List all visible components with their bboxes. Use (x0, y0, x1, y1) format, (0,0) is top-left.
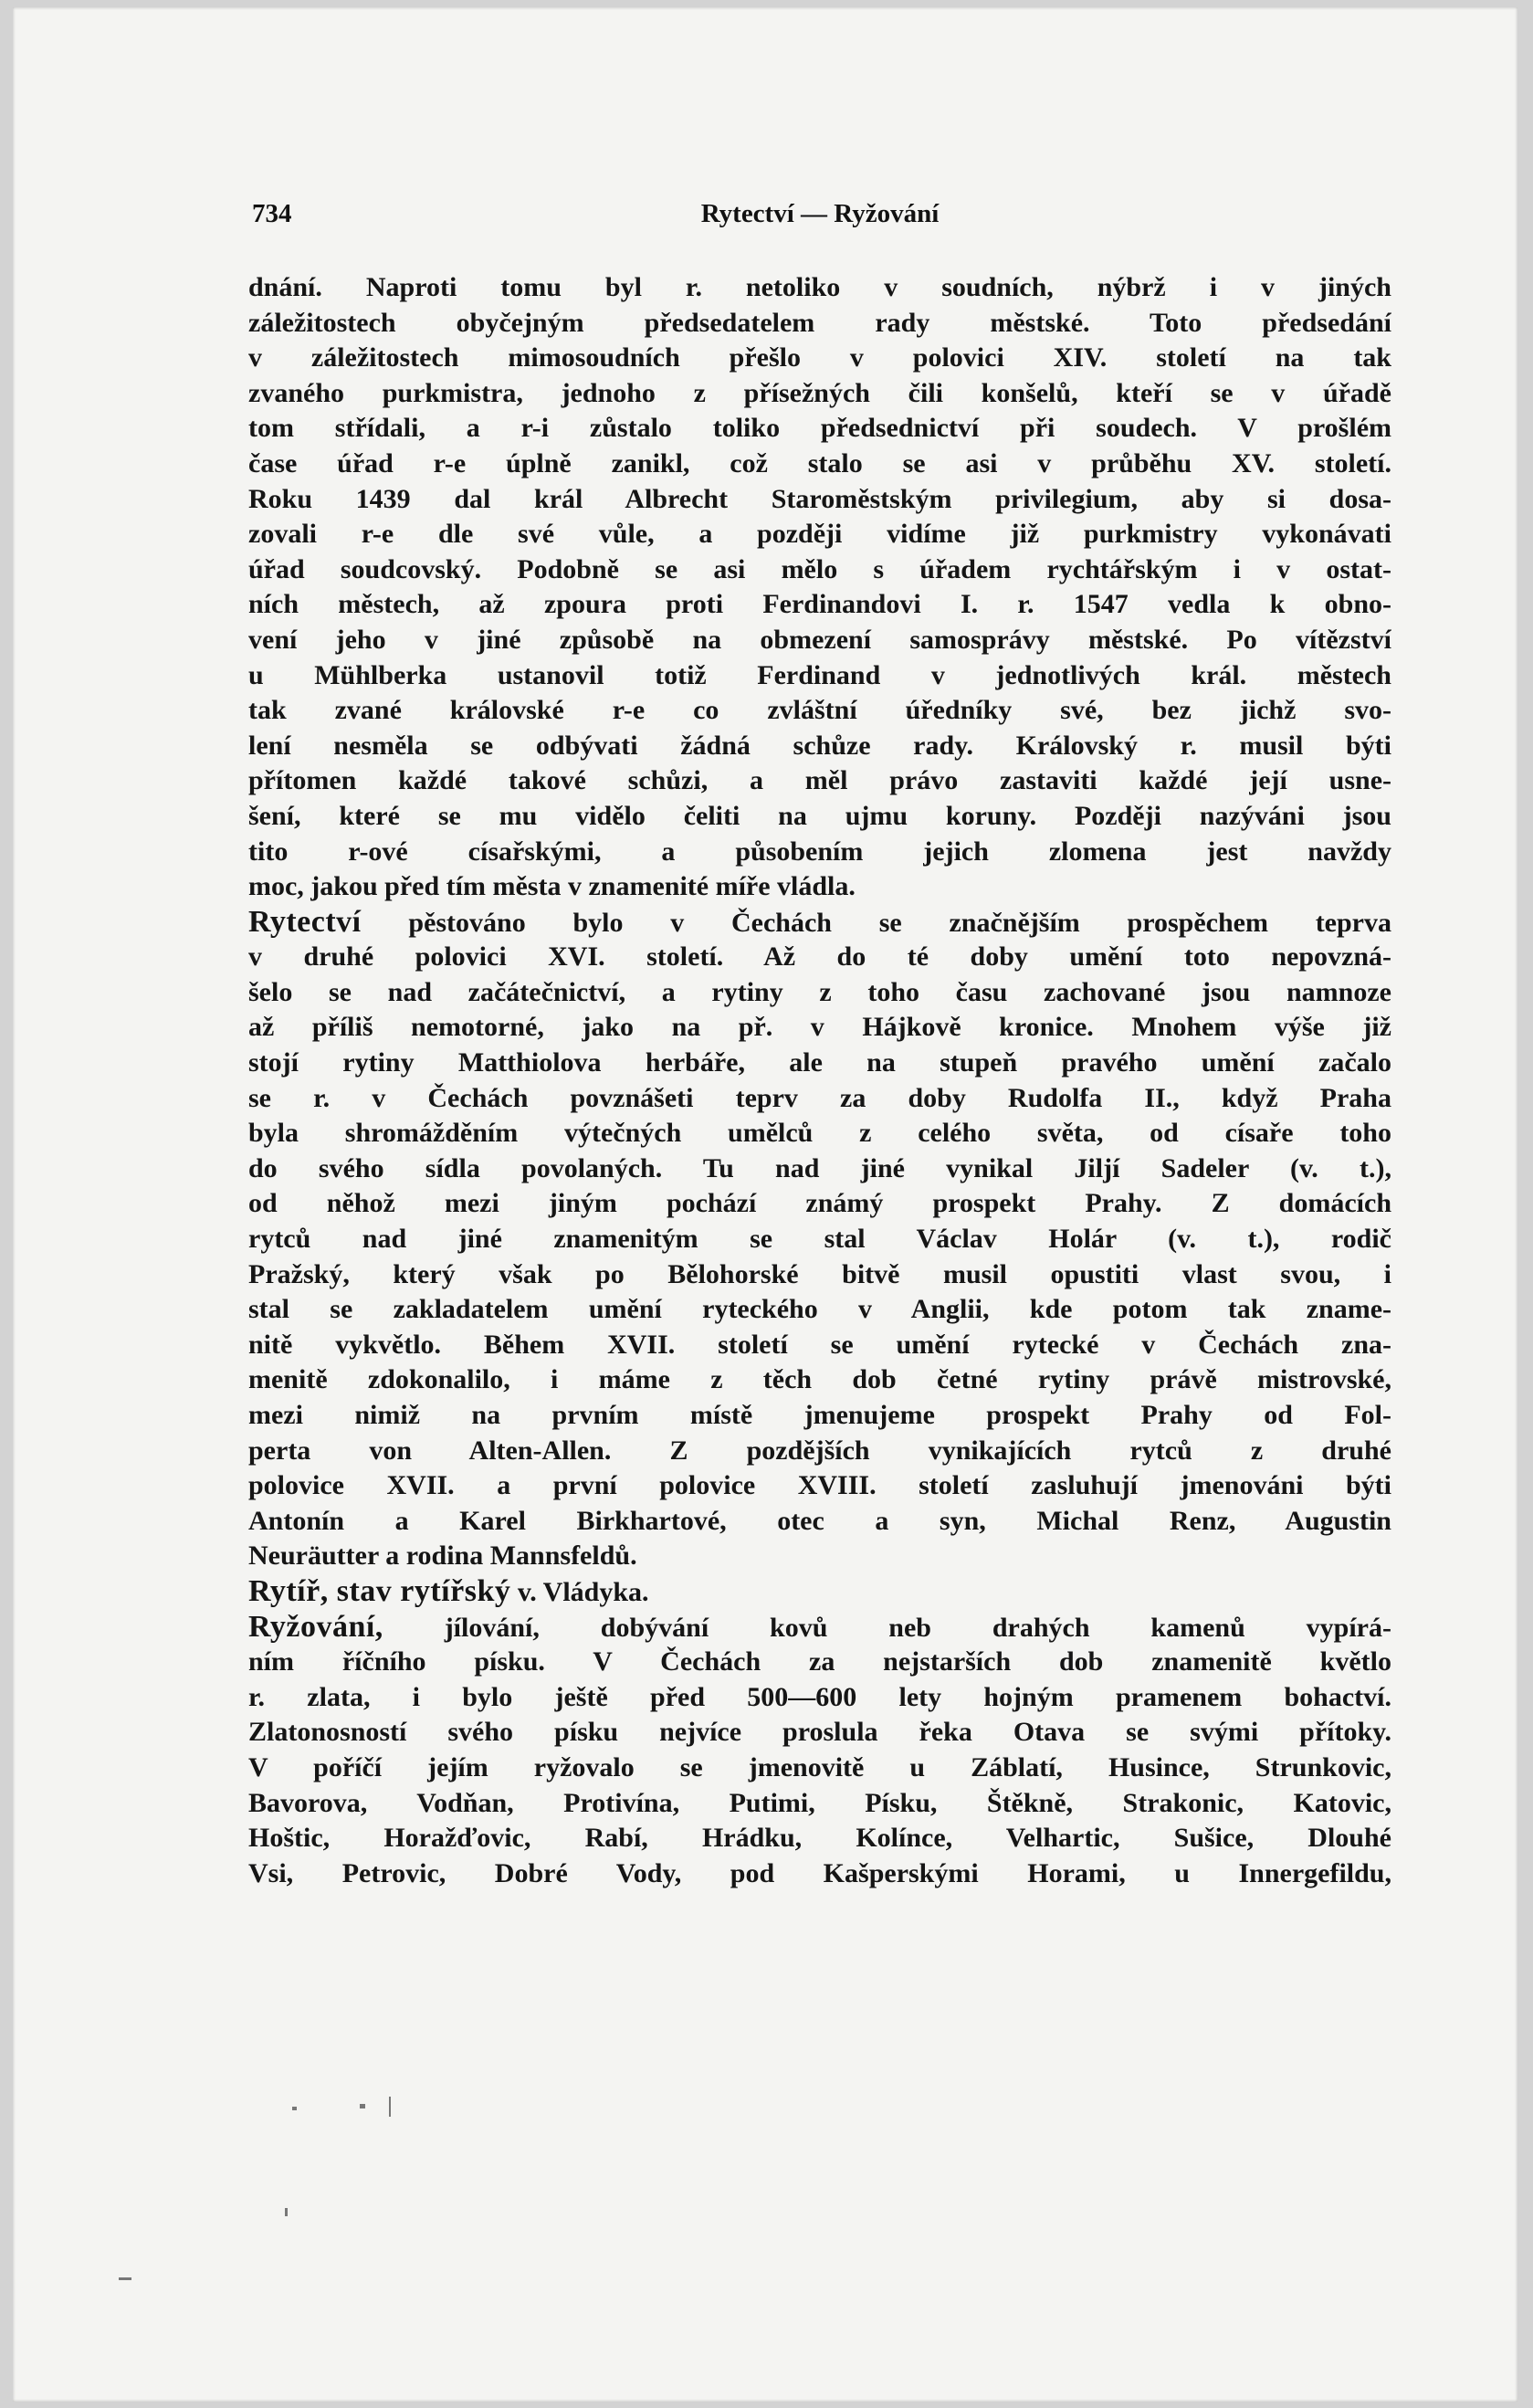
text-line: Bavorova, Vodňan, Protivína, Putimi, Písku, Štěkně, Strakonic, Katovic, (248, 1787, 1391, 1818)
speck (285, 2208, 288, 2216)
text-line: Roku 1439 dal král Albrecht Staroměstským privilegium, aby si dosa- (248, 483, 1391, 514)
text-line: polovice XVII. a první polovice XVIII. století zasluhují jmenováni býti (248, 1470, 1391, 1501)
speck (292, 2107, 297, 2110)
text-line: záležitostech obyčejným předsedatelem rady městské. Toto předsedání (248, 307, 1391, 338)
text-line: do svého sídla povolaných. Tu nad jiné vynikal Jiljí Sadeler (v. t.), (248, 1152, 1391, 1183)
text-line: tak zvané královské r-e co zvláštní úředníky své, bez jichž svo- (248, 695, 1391, 726)
text-line: šelo se nad začátečnictví, a rytiny z toho času zachované jsou namnoze (248, 976, 1391, 1007)
text-line: Pražský, který však po Bělohorské bitvě musil opustiti vlast svou, i (248, 1258, 1391, 1289)
page-number: 734 (252, 199, 292, 228)
document-page (13, 7, 1517, 2402)
text-line: mezi nimiž na prvním místě jmenujeme prospekt Prahy od Fol- (248, 1400, 1391, 1430)
text-line: tito r-ové císařskými, a působením jejich zlomena jest navždy (248, 836, 1391, 867)
text-line: dnání. Naproti tomu byl r. netoliko v soudních, nýbrž i v jiných (248, 272, 1391, 302)
speck (360, 2104, 365, 2108)
headword: Rytectví (248, 904, 362, 939)
text-line: úřad soudcovský. Podobně se asi mělo s úřadem rychtářským i v ostat- (248, 553, 1391, 584)
speck (389, 2097, 391, 2117)
text-line: byla shromážděním výtečných umělců z celého světa, od císaře toho (248, 1118, 1391, 1149)
entry-rytir-line: Rytíř, stav rytířský v. Vládyka. (248, 1573, 649, 1608)
text-line: V poříčí jejím ryžovalo se jmenovitě u Záblatí, Husince, Strunkovic, (248, 1751, 1391, 1782)
text-line: šení, které se mu vidělo čeliti na ujmu koruny. Později nazýváni jsou (248, 800, 1391, 831)
speck (119, 2277, 131, 2280)
text-line: Antonín a Karel Birkhartové, otec a syn, Michal Renz, Augustin (248, 1505, 1391, 1536)
text-line: vení jeho v jiné způsobě na obmezení samosprávy městské. Po vítězství (248, 624, 1391, 655)
body-text (248, 270, 1391, 1891)
text-line: od něhož mezi jiným pochází známý prospekt Prahy. Z domácích (248, 1188, 1391, 1219)
text-line: Vsi, Petrovic, Dobré Vody, pod Kašperskými Horami, u Innergefildu, (248, 1857, 1391, 1888)
headword: Rytíř, stav rytířský (248, 1573, 511, 1608)
text-line: zovali r-e dle své vůle, a později vidíme již purkmistry vykonávati (248, 519, 1391, 550)
headword: Ryžování, (248, 1609, 383, 1644)
text-line: nitě vykvětlo. Během XVII. století se umění rytecké v Čechách zna- (248, 1329, 1391, 1360)
text-line: u Mühlberka ustanovil totiž Ferdinand v jednotlivých král. městech (248, 659, 1391, 690)
text-line: Zlatonosností svého písku nejvíce proslula řeka Otava se svými přítoky. (248, 1717, 1391, 1748)
text-line: Neuräutter a rodina Mannsfeldů. (248, 1540, 637, 1572)
text-line: Hoštic, Horažďovic, Rabí, Hrádku, Kolínce, Velhartic, Sušice, Dlouhé (248, 1823, 1391, 1854)
text-line: čase úřad r-e úplně zanikl, což stalo se asi v průběhu XV. století. (248, 447, 1391, 478)
text-line: stojí rytiny Matthiolova herbáře, ale na stupeň pravého umění začalo (248, 1047, 1391, 1078)
text-line: tom střídali, a r-i zůstalo toliko předsednictví při soudech. V prošlém (248, 413, 1391, 444)
entry-ryzovani-line: Ryžování, jílování, dobývání kovů neb drahých kamenů vypírá- (248, 1609, 1391, 1644)
text-line: až příliš nemotorné, jako na př. v Hájkově kronice. Mnohem výše již (248, 1012, 1391, 1043)
text-line: r. zlata, i bylo ještě před 500—600 lety hojným pramenem bohactví. (248, 1681, 1391, 1712)
text-line: lení nesměla se odbývati žádná schůze rady. Královský r. musil býti (248, 730, 1391, 761)
text-line: se r. v Čechách povznášeti teprv za doby Rudolfa II., když Praha (248, 1082, 1391, 1113)
text-line: zvaného purkmistra, jednoho z přísežných čili konšelů, kteří se v úřadě (248, 377, 1391, 408)
text-line: v druhé polovici XVI. století. Až do té doby umění toto nepovzná- (248, 941, 1391, 973)
text-line: ních městech, až zpoura proti Ferdinandovi I. r. 1547 vedla k obno- (248, 589, 1391, 620)
running-header (252, 199, 1388, 236)
text-line: ním říčního písku. V Čechách za nejstarších dob znamenitě květlo (248, 1646, 1391, 1677)
running-title: Rytectví — Ryžování (700, 199, 940, 228)
text-line: v záležitostech mimosoudních přešlo v polovici XIV. století na tak (248, 342, 1391, 373)
entry-rytectvi-line: Rytectví pěstováno bylo v Čechách se značnějším prospěchem teprva (248, 904, 1391, 939)
text-line: rytců nad jiné znamenitým se stal Václav Holár (v. t.), rodič (248, 1224, 1391, 1255)
text-line: stal se zakladatelem umění ryteckého v Anglii, kde potom tak zname- (248, 1294, 1391, 1325)
text-line: menitě zdokonalilo, i máme z těch dob četné rytiny právě mistrovské, (248, 1364, 1391, 1395)
text-line: přítomen každé takové schůzi, a měl právo zastaviti každé její usne- (248, 765, 1391, 796)
text-line: perta von Alten-Allen. Z pozdějších vynikajících rytců z druhé (248, 1435, 1391, 1466)
text-line: moc, jakou před tím města v znamenité míře vládla. (248, 871, 856, 902)
